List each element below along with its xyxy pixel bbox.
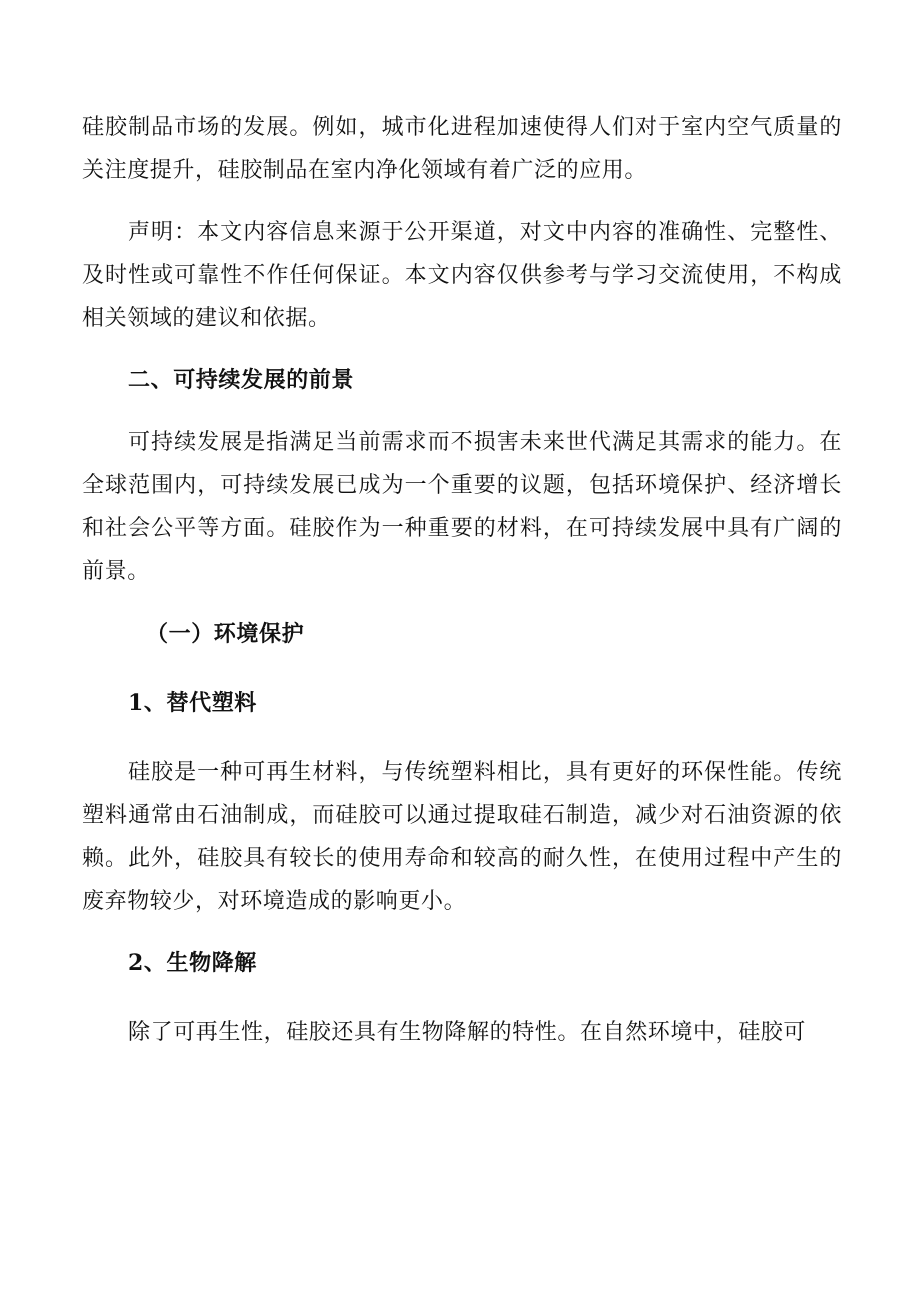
section-paragraph: 可持续发展是指满足当前需求而不损害未来世代满足其需求的能力。在全球范围内，可持续发展已成为一个重要的议题，包括环境保护、经济增长和社会公平等方面。硅胶作为一种重要的材料，在可持续发展中具有广阔的前景。	[82, 430, 842, 584]
item-paragraph-2: 除了可再生性，硅胶还具有生物降解的特性。在自然环境中，硅胶可	[128, 1020, 807, 1045]
disclaimer-paragraph: 声明：本文内容信息来源于公开渠道，对文中内容的准确性、完整性、及时性或可靠性不作任何保证。本文内容仅供参考与学习交流使用，不构成相关领域的建议和依据。	[82, 220, 842, 331]
item-heading-2: 2、生物降解	[128, 950, 257, 976]
item-paragraph-1: 硅胶是一种可再生材料，与传统塑料相比，具有更好的环保性能。传统塑料通常由石油制成，而硅胶可以通过提取硅石制造，减少对石油资源的依赖。此外，硅胶具有较长的使用寿命和较高的耐久性，在使用过程中产生的废弃物较少，对环境造成的影响更小。	[82, 760, 842, 914]
subsection-heading: （一）环境保护	[146, 621, 305, 647]
item-heading-1: 1、替代塑料	[128, 690, 257, 716]
intro-paragraph: 硅胶制品市场的发展。例如，城市化进程加速使得人们对于室内空气质量的关注度提升，硅胶制品在室内净化领域有着广泛的应用。	[82, 115, 842, 183]
section-heading: 二、可持续发展的前景	[128, 367, 355, 393]
